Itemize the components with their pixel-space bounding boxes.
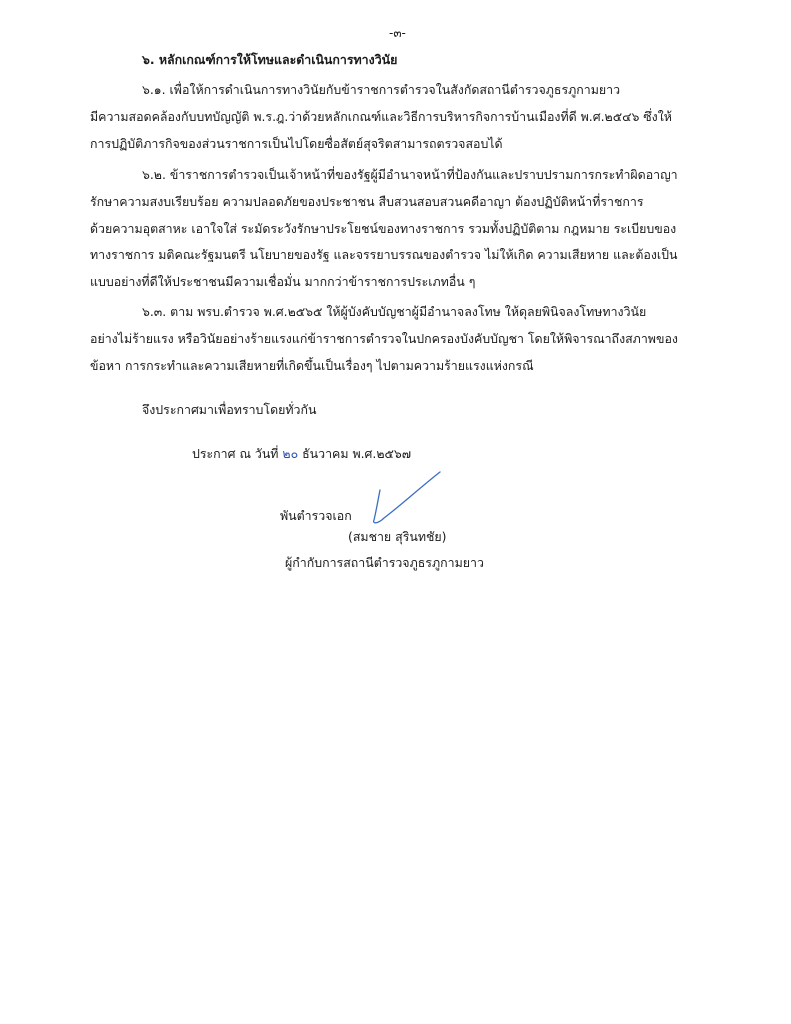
paragraph-6-3-line-1: ๖.๓. ตาม พรบ.ตำรวจ พ.ศ.๒๕๖๕ ให้ผู้บังคับบัญชาผู้มีอำนาจลงโทษ ให้ดุลยพินิจลงโทษทางวินัย	[142, 304, 647, 319]
signatory-position: ผู้กำกับการสถานีตำรวจภูธรภูกามยาว	[285, 555, 484, 570]
paragraph-6-3-line-2: อย่างไม่ร้ายแรง หรือวินัยอย่างร้ายแรงแก่ข้าราชการตำรวจในปกครองบังคับบัญชา โดยให้พิจารณาถึงสภาพของ	[90, 331, 678, 346]
paragraph-6-1-line-1: ๖.๑. เพื่อให้การดำเนินการทางวินัยกับข้าราชการตำรวจในสังกัดสถานีตำรวจภูธรภูกามยาว	[142, 82, 621, 97]
announcement-month-year: ธันวาคม พ.ศ.๒๕๖๗	[302, 446, 412, 461]
section-heading: ๖. หลักเกณฑ์การให้โทษและดำเนินการทางวินัย	[142, 52, 398, 67]
signature-mark	[366, 468, 444, 526]
signatory-name: (สมชาย สุรินทชัย)	[348, 529, 447, 544]
paragraph-6-2-line-5: แบบอย่างที่ดีให้ประชาชนมีความเชื่อมั่น มากกว่าข้าราชการประเภทอื่น ๆ	[90, 274, 476, 289]
paragraph-6-2-line-1: ๖.๒. ข้าราชการตำรวจเป็นเจ้าหน้าที่ของรัฐผู้มีอำนาจหน้าที่ป้องกันและปราบปรามการกระทำผิดอาญา	[142, 167, 678, 182]
closing-statement: จึงประกาศมาเพื่อทราบโดยทั่วกัน	[142, 402, 317, 417]
paragraph-6-2-line-3: ด้วยความอุตสาหะ เอาใจใส่ ระมัดระวังรักษาประโยชน์ของทางราชการ รวมทั้งปฏิบัติตาม กฎหมาย ระเบียบของ	[90, 221, 677, 236]
paragraph-6-2-line-4: ทางราชการ มติคณะรัฐมนตรี นโยบายของรัฐ และจรรยาบรรณของตำรวจ ไม่ให้เกิด ความเสียหาย และต้องเป็น	[90, 247, 678, 262]
paragraph-6-3-line-3: ข้อหา การกระทำและความเสียหายที่เกิดขึ้นเป็นเรื่องๆ ไปตามความร้ายแรงแห่งกรณี	[90, 358, 534, 373]
page-number: -๓-	[389, 26, 406, 40]
announcement-prefix: ประกาศ ณ วันที่	[192, 446, 279, 461]
signatory-rank: พันตำรวจเอก	[280, 508, 352, 523]
announcement-date	[192, 445, 411, 463]
paragraph-6-1-line-3: การปฏิบัติภารกิจของส่วนราชการเป็นไปโดยซื่อสัตย์สุจริตสามารถตรวจสอบได้	[90, 136, 503, 151]
paragraph-6-1-line-2: มีความสอดคล้องกับบทบัญญัติ พ.ร.ฎ.ว่าด้วยหลักเกณฑ์และวิธีการบริหารกิจการบ้านเมืองที่ดี พ.ศ.๒๕๔๖ ซึ่งให้	[90, 109, 672, 124]
paragraph-6-2-line-2: รักษาความสงบเรียบร้อย ความปลอดภัยของประชาชน สืบสวนสอบสวนคดีอาญา ต้องปฏิบัติหน้าที่ราชการ	[90, 194, 644, 209]
announcement-day: ๒๐	[282, 446, 299, 461]
